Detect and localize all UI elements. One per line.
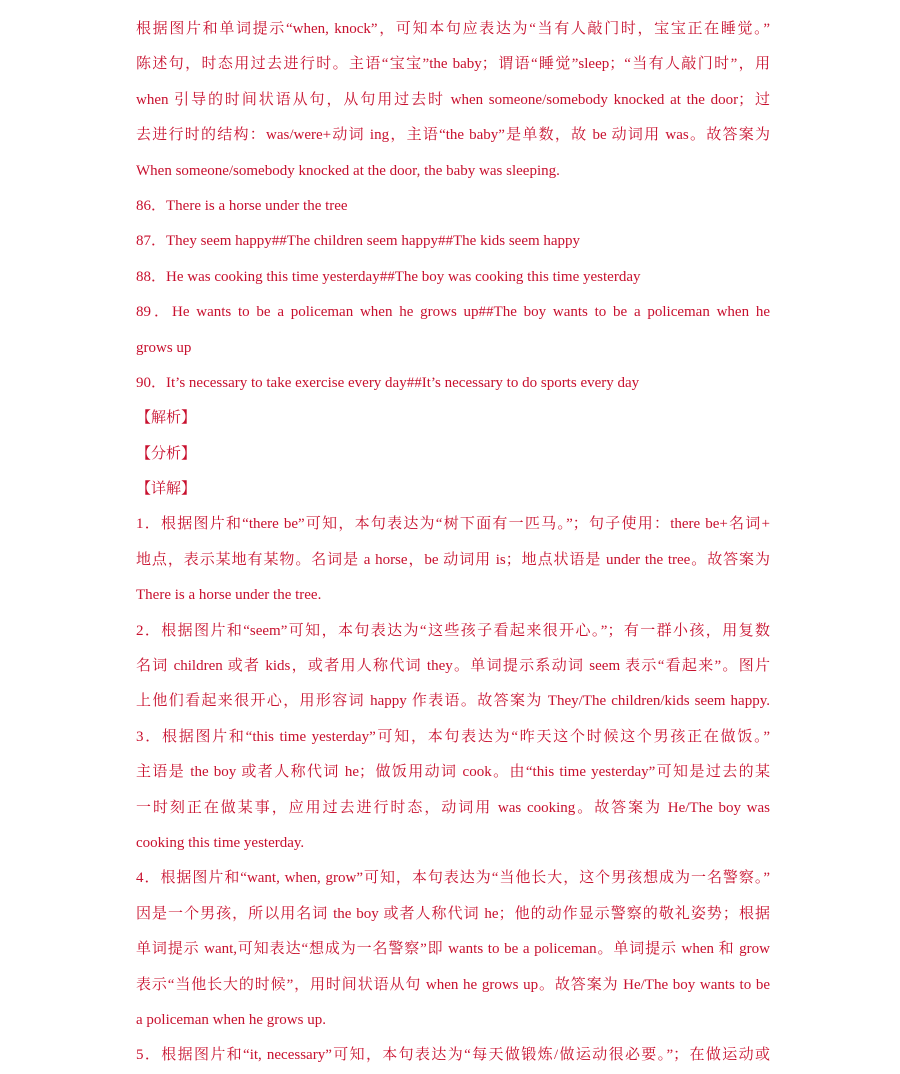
text-line: 根据图片和单词提示“when, knock”，可知本句应表达为“当有人敲门时，宝宝正在睡觉。” xyxy=(136,21,770,37)
detail-5: 5．根据图片和“it, necessary”可知，本句表达为“每天做锻炼/做运动很必要。”；在做运动或 xyxy=(136,1047,770,1064)
section-heading-breakdown: 【分析】 xyxy=(136,445,197,462)
text-line: 主语是 the boy 或者人称代词 he；做饭用动词 cook。由“this time yesterday”可知是过去的某 xyxy=(136,764,770,781)
text-line: 陈述句，时态用过去进行时。主语“宝宝”the baby；谓语“睡觉”sleep；“当有人敲门时”，用 xyxy=(136,56,770,73)
section-heading-analysis: 【解析】 xyxy=(136,410,197,427)
text-line: 上他们看起来很开心，用形容词 happy 作表语。故答案为 They/The children/kids seem happy. xyxy=(136,693,770,710)
detail-3: 3．根据图片和“this time yesterday”可知，本句表达为“昨天这个时候这个男孩正在做饭。” xyxy=(136,728,770,745)
detail-1: 1．根据图片和“there be”可知，本句表达为“树下面有一匹马。”；句子使用：there be+名词+ xyxy=(136,516,770,533)
answer-86: 86．There is a horse under the tree xyxy=(136,197,348,214)
detail-4: 4．根据图片和“want, when, grow”可知，本句表达为“当他长大，这个男孩想成为一名警察。” xyxy=(136,870,770,887)
answer-88: 88．He was cooking this time yesterday##The boy was cooking this time yesterday xyxy=(136,268,641,285)
text-line: 地点，表示某地有某物。名词是 a horse，be 动词用 is；地点状语是 under the tree。故答案为 xyxy=(136,551,770,568)
text-line: There is a horse under the tree. xyxy=(136,587,322,604)
text-line: 表示“当他长大的时候”，用时间状语从句 when he grows up。故答案为 He/The boy wants to be xyxy=(136,976,770,993)
text-line: 名词 children 或者 kids，或者用人称代词 they。单词提示系动词 seem 表示“看起来”。图片 xyxy=(136,658,770,675)
text-line: when 引导的时间状语从句，从句用过去时 when someone/somebody knocked at the door；过 xyxy=(136,91,770,108)
detail-2: 2．根据图片和“seem”可知，本句表达为“这些孩子看起来很开心。”；有一群小孩，用复数 xyxy=(136,622,770,639)
text-line: cooking this time yesterday. xyxy=(136,834,305,851)
text-line: grows up xyxy=(136,339,192,356)
text-line: 因是一个男孩，所以用名词 the boy 或者人称代词 he；他的动作显示警察的敬礼姿势；根据 xyxy=(136,905,770,922)
answer-89: 89．He wants to be a policeman when he grows up##The boy wants to be a policeman when he xyxy=(136,304,770,321)
text-line: When someone/somebody knocked at the door, the baby was sleeping. xyxy=(136,162,560,179)
text-line: a policeman when he grows up. xyxy=(136,1011,326,1028)
text-line: 去进行时的结构：was/were+动词 ing，主语“the baby”是单数，故 be 动词用 was。故答案为 xyxy=(136,127,770,144)
answer-text-block xyxy=(136,12,770,1074)
text-line: 单词提示 want,可知表达“想成为一名警察”即 wants to be a policeman。单词提示 when 和 grow xyxy=(136,941,770,958)
text-line: 一时刻正在做某事，应用过去进行时态，动词用 was cooking。故答案为 He/The boy was xyxy=(136,799,770,816)
section-heading-details: 【详解】 xyxy=(136,481,197,498)
answer-90: 90．It’s necessary to take exercise every day##It’s necessary to do sports every day xyxy=(136,374,640,391)
answer-87: 87．They seem happy##The children seem happy##The kids seem happy xyxy=(136,233,581,250)
